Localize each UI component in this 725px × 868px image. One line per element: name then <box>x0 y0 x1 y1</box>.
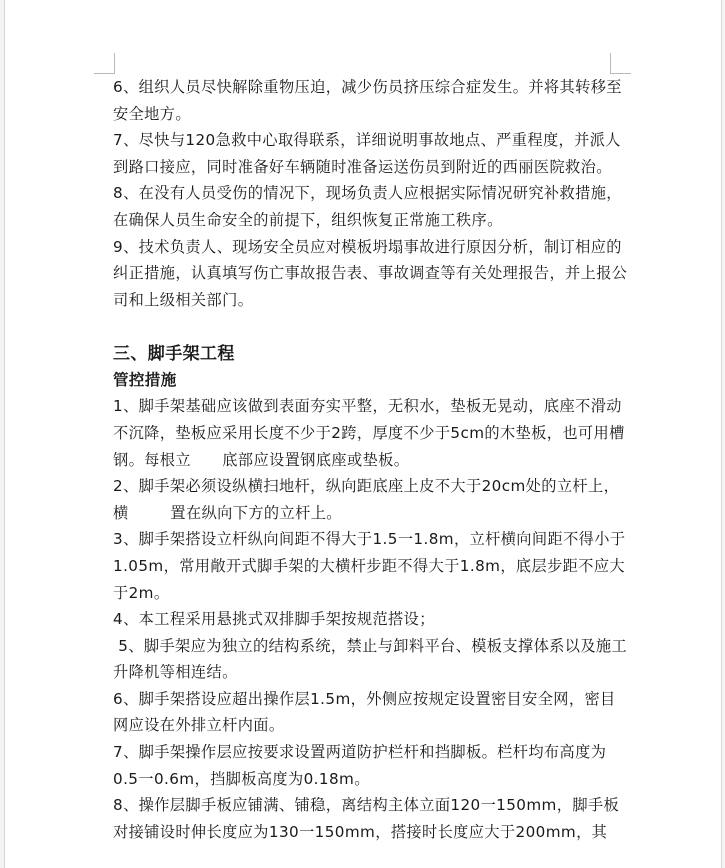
margin-corner-mark-left <box>94 53 115 74</box>
measure-item-8: 8、操作层脚手板应铺满、铺稳，离结构主体立面120一150mm，脚手板对接铺设时伸长度应为130一150mm，搭接时长度应大于200mm，其 <box>113 796 620 841</box>
paragraph-item-7: 7、尽快与120急救中心取得联系，详细说明事故地点、严重程度，并派人到路口接应，同时准备好车辆随时准备运送伤员到附近的西丽医院救治。 <box>113 131 621 176</box>
document-body[interactable] <box>113 74 629 845</box>
document-page <box>4 0 722 868</box>
measure-item-1: 1、脚手架基础应该做到表面夯实平整，无积水，垫板无晃动，底座不滑动不沉降，垫板应采用长度不少于2跨，厚度不少于5cm的木垫板，也可用槽钢。每根立 底部应设置钢底座或垫板。 <box>113 397 625 469</box>
paragraph-item-9: 9、技术负责人、现场安全员应对模板坍塌事故进行原因分析，制订相应的纠正措施，认真填写伤亡事故报告表、事故调查等有关处理报告，并上报公司和上级相关部门。 <box>113 237 628 309</box>
measure-item-2: 2、脚手架必须设纵横扫地杆，纵向距底座上皮不大于20cm处的立杆上，横 置在纵向下方的立杆上。 <box>113 477 620 522</box>
measure-item-7: 7、脚手架操作层应按要求设置两道防护栏杆和挡脚板。栏杆均布高度为0.5一0.6m，挡脚板高度为0.18m。 <box>113 743 607 788</box>
subsection-heading: 管控措施 <box>113 370 177 390</box>
measure-item-4: 4、本工程采用悬挑式双排脚手架按规范搭设； <box>113 610 435 629</box>
paragraph-item-6: 6、组织人员尽快解除重物压迫，减少伤员挤压综合症发生。并将其转移至安全地方。 <box>113 78 622 123</box>
measure-item-6: 6、脚手架搭设应超出操作层1.5m，外侧应按规定设置密目安全网，密目网应设在外排立杆内面。 <box>113 689 616 735</box>
measure-item-3: 3、脚手架搭设立杆纵向间距不得大于1.5一1.8m，立杆横向间距不得小于1.05m，常用敞开式脚手架的大横杆步距不得大于1.8m，底层步距不应大于2m。 <box>113 530 626 602</box>
paragraph-item-8: 8、在没有人员受伤的情况下，现场负责人应根据实际情况研究补救措施，在确保人员生命安全的前提下，组织恢复正常施工秩序。 <box>113 184 622 229</box>
margin-corner-mark-right <box>610 53 631 74</box>
section-heading: 三、脚手架工程 <box>113 344 235 365</box>
measure-item-5: 5、脚手架应为独立的结构系统，禁止与卸料平台、模板支撑体系以及施工升降机等相连结。 <box>113 636 628 682</box>
